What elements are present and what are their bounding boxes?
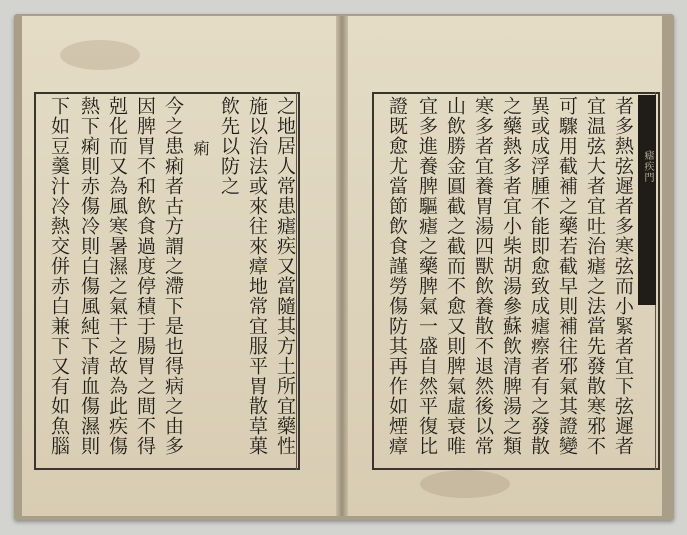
text-column: 者多熱弦遲者多寒弦而小緊者宜下弦遲者: [612, 96, 634, 456]
text-column: 異或成浮腫不能即愈致成瘧瘵者有之發散: [528, 96, 550, 456]
text-column: 因脾胃不和飲食過度停積于腸胃之間不得: [134, 96, 156, 456]
text-column: 宜多進養脾驅瘧之藥脾氣一盛自然平復比: [416, 96, 438, 456]
text-column: 證既愈尤當節飲食謹勞傷防其再作如煙瘴: [386, 96, 408, 456]
text-column: 可驟用截補之藥若截早則補往邪氣其證變: [556, 96, 578, 456]
section-heading: 痢: [191, 140, 210, 156]
text-column: 剋化而又為風寒暑濕之氣干之故為此疾傷: [106, 96, 128, 456]
text-column: 之地居人常患瘧疾又當隨其方土所宜藥性: [274, 96, 296, 456]
text-column: 下如豆羹汁冷熱交併赤白兼下又有如魚腦: [48, 96, 70, 456]
text-column: 之藥熱多者宜小柴胡湯參蘇飲清脾湯之類: [500, 96, 522, 456]
section-tab-label: 瘧疾門: [642, 150, 653, 183]
paper-stain: [420, 470, 510, 498]
frame-rule: [296, 92, 297, 470]
text-column: 今之患痢者古方謂之滯下是也得病之由多: [162, 96, 184, 456]
text-column: 宜温弦大者宜吐治瘧之法當先發散寒邪不: [584, 96, 606, 456]
text-column: 熱下痢則赤傷冷則白傷風純下清血傷濕則: [78, 96, 100, 456]
section-tab: [638, 95, 656, 305]
text-column: 山飲勝金圓截之截而不愈又則脾氣虛衰唯: [444, 96, 466, 456]
paper-stain: [60, 40, 140, 70]
text-column: 寒多者宜養胃湯四獸飲養散不退然後以常: [472, 96, 494, 456]
text-column: 飲先以防之: [218, 96, 240, 196]
text-column: 施以治法或來往來瘴地常宜服平胃散草菓: [246, 96, 268, 456]
book-gutter: [336, 16, 348, 516]
